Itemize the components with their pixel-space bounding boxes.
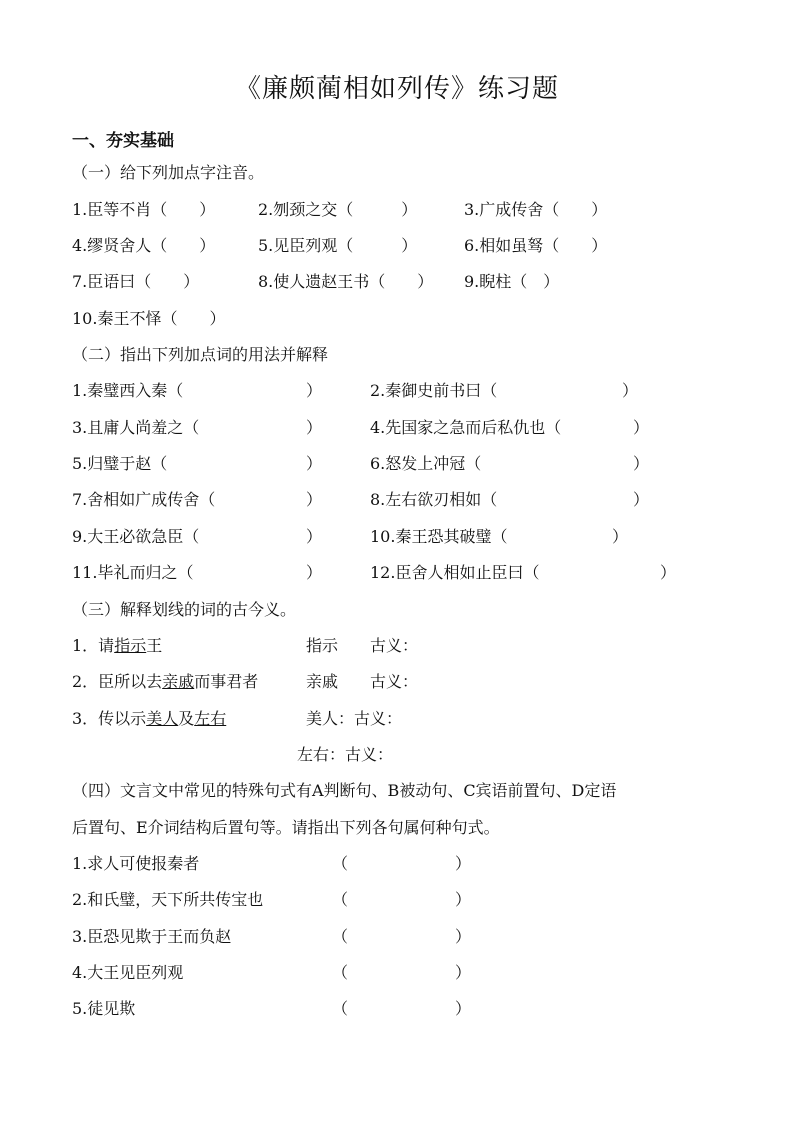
question-item: 3.且庸人尚羞之（: [72, 418, 200, 437]
answer-paren-open: （: [332, 963, 349, 982]
question-item: 11.毕礼而归之（: [72, 563, 194, 582]
answer-paren-close: ）: [306, 490, 323, 509]
vocab-word: 指示: [306, 636, 339, 655]
question-item: 6.相如虽驽（ ）: [464, 236, 608, 255]
sentence-item: 4.大王见臣列观: [72, 963, 184, 982]
answer-paren-close: ）: [455, 963, 472, 982]
answer-paren-open: （: [332, 927, 349, 946]
sentence-item: 2.和氏璧，天下所共传宝也: [72, 890, 264, 909]
question-item: 9.睨柱（ ）: [464, 272, 560, 291]
ancient-meaning-label: 古义：: [370, 636, 419, 655]
answer-paren-close: ）: [306, 418, 323, 437]
vocab-word: 亲戚: [306, 672, 339, 691]
underlined-word: 美人: [146, 709, 179, 728]
question-item: 3.广成传舍（ ）: [464, 200, 608, 219]
question-item: 8.使人遗赵王书（ ）: [258, 272, 434, 291]
vocab-sentence: 2．臣所以去亲戚而事君者: [72, 672, 259, 691]
answer-paren-open: （: [332, 854, 349, 873]
sentence-item: 1.求人可使报秦者: [72, 854, 200, 873]
answer-paren-close: ）: [633, 418, 650, 437]
question-item: 4.缪贤舍人（ ）: [72, 236, 216, 255]
question-item: 5.见臣列观（ ）: [258, 236, 418, 255]
answer-paren-close: ）: [633, 490, 650, 509]
part4-heading: （四）文言文中常见的特殊句式有A判断句、B被动句、C宾语前置句、D定语: [72, 781, 617, 800]
answer-paren-close: ）: [455, 854, 472, 873]
question-item: 1.秦璧西入秦（: [72, 381, 184, 400]
sentence-item: 3.臣恐见欺于王而负赵: [72, 927, 232, 946]
vocab-word: 美人：古义：: [306, 709, 403, 728]
question-item: 10.秦王不怿（ ）: [72, 309, 226, 328]
ancient-meaning-label: 古义：: [370, 672, 419, 691]
question-item: 2.秦御史前书曰（: [370, 381, 498, 400]
vocab-sentence: 3．传以示美人及左右: [72, 709, 227, 728]
answer-paren-close: ）: [612, 527, 629, 546]
question-item: 4.先国家之急而后私仇也（: [370, 418, 562, 437]
question-item: 6.怒发上冲冠（: [370, 454, 482, 473]
question-item: 9.大王必欲急臣（: [72, 527, 200, 546]
answer-paren-close: ）: [306, 527, 323, 546]
answer-paren-close: ）: [455, 890, 472, 909]
question-item: 10.秦王恐其破璧（: [370, 527, 508, 546]
part1-heading: （一）给下列加点字注音。: [72, 163, 265, 182]
vocab-word: 左右：古义：: [297, 745, 394, 764]
answer-paren-close: ）: [660, 563, 677, 582]
question-item: 2.刎颈之交（ ）: [258, 200, 418, 219]
question-item: 12.臣舍人相如止臣曰（: [370, 563, 540, 582]
answer-paren-close: ）: [633, 454, 650, 473]
part4-heading-cont: 后置句、E介词结构后置句等。请指出下列各句属何种句式。: [72, 818, 500, 837]
answer-paren-close: ）: [306, 381, 323, 400]
answer-paren-close: ）: [455, 999, 472, 1018]
section-heading: 一、夯实基础: [72, 131, 174, 151]
part2-heading: （二）指出下列加点词的用法并解释: [72, 345, 329, 364]
answer-paren-close: ）: [455, 927, 472, 946]
answer-paren-close: ）: [622, 381, 639, 400]
question-item: 7.臣语曰（ ）: [72, 272, 200, 291]
underlined-word: 左右: [194, 709, 227, 728]
underlined-word: 指示: [114, 636, 147, 655]
question-item: 5.归璧于赵（: [72, 454, 168, 473]
sentence-item: 5.徒见欺: [72, 999, 136, 1018]
answer-paren-open: （: [332, 999, 349, 1018]
underlined-word: 亲戚: [162, 672, 195, 691]
answer-paren-close: ）: [306, 454, 323, 473]
page-title: 《廉颇蔺相如列传》练习题: [234, 74, 559, 104]
vocab-sentence: 1．请指示王: [72, 636, 163, 655]
question-item: 7.舍相如广成传舍（: [72, 490, 216, 509]
answer-paren-close: ）: [306, 563, 323, 582]
question-item: 1.臣等不肖（ ）: [72, 200, 216, 219]
part3-heading: （三）解释划线的词的古今义。: [72, 600, 297, 619]
answer-paren-open: （: [332, 890, 349, 909]
question-item: 8.左右欲刃相如（: [370, 490, 498, 509]
